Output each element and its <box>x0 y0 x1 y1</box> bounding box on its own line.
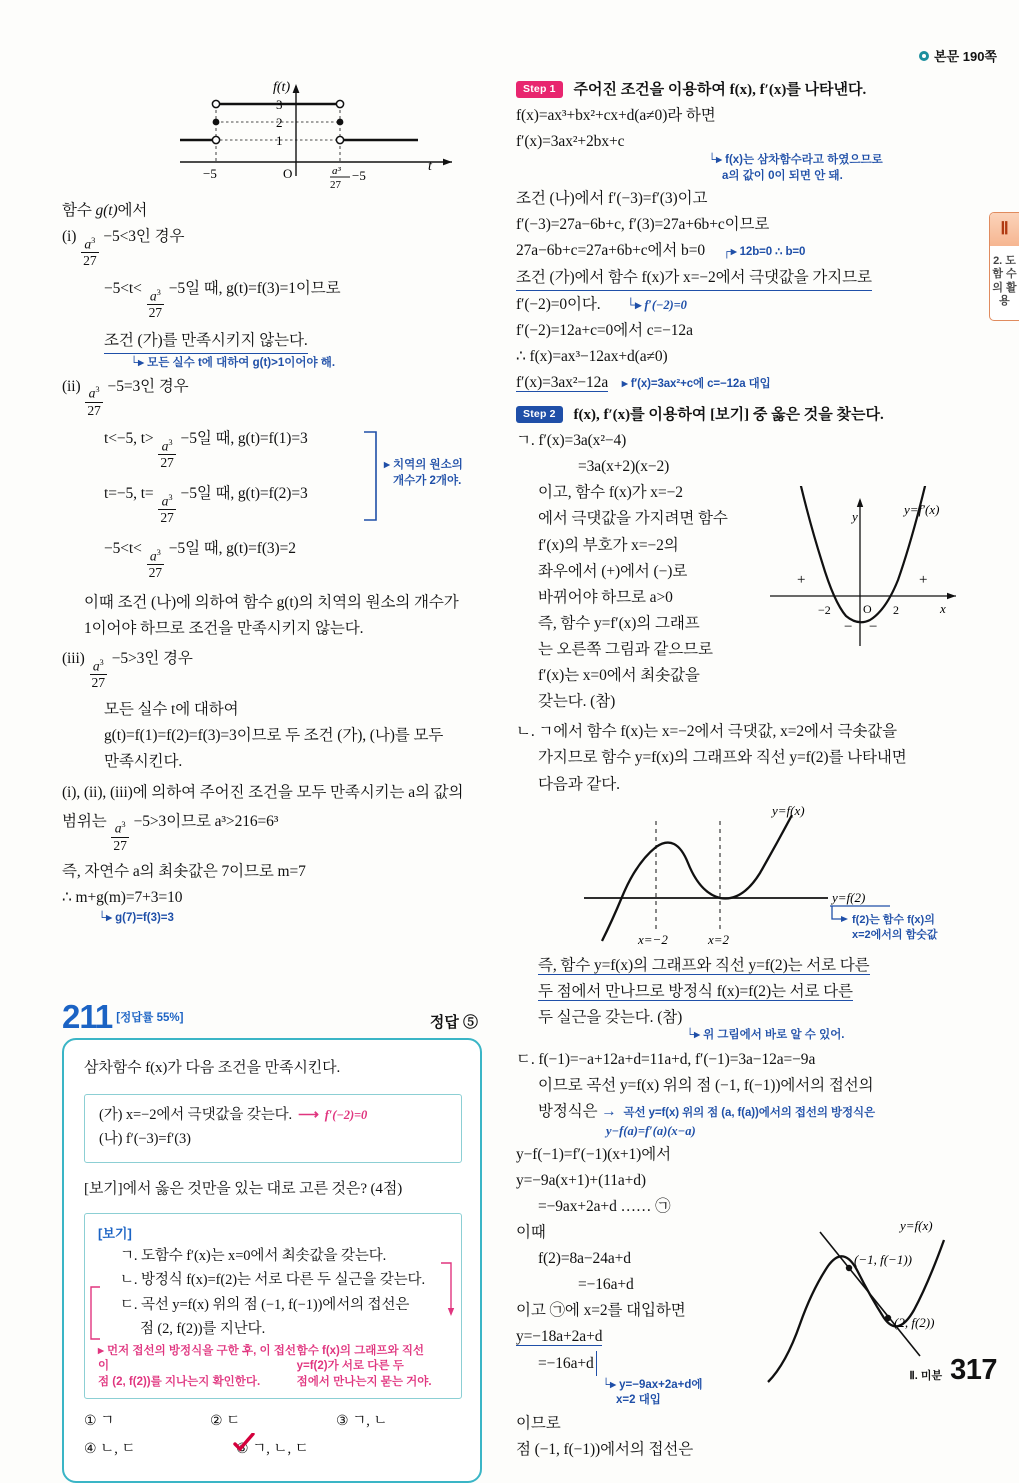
figure-cubic-with-line <box>560 801 956 951</box>
side-tab-label: 2. 도 함 수 의 활 용 <box>992 255 1017 308</box>
n-line1: ㄴ. ㄱ에서 함수 f(x)는 x=−2에서 극댓값, x=2에서 극솟값을 <box>516 723 898 741</box>
right-column <box>516 78 956 1463</box>
d-line9: =−16a+d <box>578 1276 634 1294</box>
n-line3: 다음과 같다. <box>538 775 620 793</box>
fig1-x-left: −5 <box>203 166 217 181</box>
choice-3[interactable] <box>336 1409 462 1430</box>
n-line6: 두 실근을 갖는다. (참) <box>538 1008 683 1026</box>
conditions-box <box>84 1094 462 1163</box>
fig2-curve-label: y=f′(x) <box>904 502 940 518</box>
bogi-notes <box>98 1344 449 1391</box>
d-line11: y=−18a+2a+d <box>516 1328 603 1346</box>
g-line2: =3a(x+2)(x−2) <box>578 458 670 476</box>
d-line4: y−f(−1)=f′(−1)(x+1)에서 <box>516 1145 671 1163</box>
choice-2-text: ㄷ <box>226 1413 241 1430</box>
left-case2-header: (ii) $\frac{a^3}{27}$ −5=3인 경우 <box>62 377 189 418</box>
fig1-tick-1: 1 <box>276 133 283 148</box>
fig1-x-right-den: 27 <box>330 179 341 188</box>
step2-line <box>516 403 956 424</box>
d-line12: =−16a+d <box>538 1351 597 1376</box>
header-reference-text: 본문 190쪽 <box>934 49 997 64</box>
footer-page-number: 317 <box>950 1354 997 1386</box>
fig1-origin: O <box>283 166 293 181</box>
left-conclusion-4: ∴ m+g(m)=7+3=10 <box>62 888 183 906</box>
choice-5-number: ⑤ <box>236 1442 249 1458</box>
fig2-sign-left: + <box>797 572 806 589</box>
fig3-note-line2: x=2에서의 함숫값 <box>852 928 938 941</box>
left-case2-block <box>62 426 482 581</box>
problem-number: 211 <box>62 998 113 1036</box>
left-conclusion-3: 즉, 자연수 a의 최솟값은 7이므로 m=7 <box>62 862 306 880</box>
choice-5[interactable] <box>236 1437 388 1458</box>
n-line2: 가지므로 함수 y=f(x)의 그래프와 직선 y=f(2)를 나타내면 <box>538 749 907 767</box>
fig2-x-axis: x <box>940 601 946 617</box>
choices-list <box>84 1409 462 1458</box>
choice-1-number: ① <box>84 1414 97 1430</box>
g-line6: 좌우에서 (+)에서 (−)로 <box>538 562 688 580</box>
chapter-side-tab <box>989 212 1019 321</box>
bogi-label: [보기] <box>98 1225 132 1241</box>
n-note: └▸ 위 그림에서 바로 알 수 있어. <box>686 1028 845 1041</box>
bogi-box <box>84 1213 462 1399</box>
d-note-2: └▸ y=−9ax+2a+d에 x=2 대입 <box>602 1378 703 1407</box>
s1-line10: f′(x)=3ax²−12a ▸ f′(x)=3ax²+c에 c=−12a 대입 <box>516 374 771 392</box>
d-line13: 이므로 <box>516 1414 561 1432</box>
d-line6: =−9ax+2a+d …… ㉠ <box>538 1197 671 1215</box>
bogi-item-4: 점 (2, f(2))를 지난다. <box>140 1321 266 1338</box>
choice-5-text: ㄱ, ㄴ, ㄷ <box>252 1441 309 1458</box>
g-line5: f′(x)의 부호가 x=−2의 <box>538 536 679 554</box>
problem-box <box>62 1038 482 1483</box>
fig3-line-label: y=f(2) <box>832 889 866 905</box>
d-line5: y=−9a(x+1)+(11a+d) <box>516 1171 646 1189</box>
left-bracket-icon <box>87 1284 103 1344</box>
left-case3-line3: 만족시킨다. <box>104 753 183 771</box>
fig4-point-1: (−1, f(−1)) <box>854 1252 912 1268</box>
s1-note-1: └▸ f(x)는 삼차함수라고 하였으므로 a의 값이 0이 되면 안 돼. <box>708 154 883 182</box>
left-case3-header: (iii) $\frac{a^3}{27}$ −5>3인 경우 <box>62 650 193 691</box>
fig4-point-2: (2, f(2)) <box>894 1315 935 1331</box>
left-conclusion-1: (i), (ii), (iii)에 의하여 주어진 조건을 모두 만족시키는 a의 값의 <box>62 783 464 801</box>
s1-line5: 27a−6b+c=27a+6b+c에서 b=0 ┌▸ 12b=0 ∴ b=0 <box>516 242 806 260</box>
s1-line9: ∴ f(x)=ax³−12ax+d(a≠0) <box>516 347 668 365</box>
n-line4: 즉, 함수 y=f(x)의 그래프와 직선 y=f(2)는 서로 다른 <box>538 956 870 974</box>
left-intro: 함수 g(t)에서 <box>62 202 148 219</box>
d-final-block <box>516 1220 956 1462</box>
bogi-note-left: ▸ 먼저 접선의 방정식을 구한 후, 이 접선이 점 (2, f(2))를 지나는지 확인한다. <box>98 1344 296 1388</box>
problem-header <box>62 998 482 1038</box>
fig2-tick-left: −2 <box>818 603 831 618</box>
figure-fprime-parabola <box>764 486 964 656</box>
fig2-y-axis: y <box>852 509 858 525</box>
left-case2-line2: t=−5, t= $\frac{a^3}{27}$ −5일 때, g(t)=f(2)=3 <box>104 485 308 526</box>
step1-line <box>516 78 956 99</box>
g-line10: f′(x)는 x=0에서 최솟값을 <box>538 667 700 685</box>
bogi-item-3: ㄷ. 곡선 y=f(x) 위의 점 (−1, f(−1))에서의 접선은 <box>120 1296 410 1313</box>
choice-4-text: ㄴ, ㄷ <box>100 1441 136 1458</box>
bogi-item-2: ㄴ. 방정식 f(x)=f(2)는 서로 다른 두 실근을 갖는다. <box>120 1272 425 1289</box>
problem-answer: 정답 ⑤ <box>429 1014 478 1032</box>
left-note-3: └▸ g(7)=f(3)=3 <box>98 911 174 924</box>
fig2-tick-right: 2 <box>893 603 899 618</box>
choice-3-text: ㄱ, ㄴ <box>352 1413 388 1430</box>
d-line7: 이때 <box>516 1224 546 1242</box>
s1-line1: f(x)=ax³+bx²+cx+d(a≠0)라 하면 <box>516 107 716 124</box>
footer-chapter: Ⅱ. 미분 <box>909 1370 943 1382</box>
fig3-note-line1: f(2)는 함수 f(x)의 <box>852 913 935 926</box>
d-line8: f(2)=8a−24a+d <box>538 1250 631 1268</box>
fig1-x-right-num: a³ <box>332 165 341 177</box>
check-mark-icon <box>232 1433 256 1453</box>
g-line4: 에서 극댓값을 가지려면 함수 <box>538 510 728 528</box>
step2-title: f(x), f′(x)를 이용하여 [보기] 중 옳은 것을 찾는다. <box>573 407 884 424</box>
choice-3-number: ③ <box>336 1414 349 1430</box>
fig1-x-right-tail: −5 <box>352 168 366 183</box>
side-tab-roman: Ⅱ <box>990 213 1019 246</box>
s1-note-4: ▸ f′(x)=3ax²+c에 c=−12a 대입 <box>621 378 771 391</box>
d-note-1b: y−f(a)=f′(a)(x−a) <box>606 1123 696 1138</box>
choice-4-number: ④ <box>84 1442 97 1458</box>
bogi-item-1: ㄱ. 도함수 f′(x)는 x=0에서 최솟값을 갖는다. <box>120 1247 387 1264</box>
g-line7: 바뀌어야 하므로 a>0 <box>538 588 673 606</box>
left-case3-line2: g(t)=f(1)=f(2)=f(3)=3이므로 두 조건 (가), (나)를 모두 <box>104 727 444 745</box>
figure-step-function <box>170 70 482 188</box>
bogi-note-right: 함수 f(x)의 그래프와 직선 y=f(2)가 서로 다른 두 점에서 만나는지 묻는 거야. <box>296 1344 432 1388</box>
n-line5: 두 점에서 만나므로 방정식 f(x)=f(2)는 서로 다른 <box>538 982 853 1000</box>
fig3-tick-left: x=−2 <box>638 931 668 947</box>
fig1-tick-3: 3 <box>276 97 283 112</box>
s1-line4: f′(−3)=27a−6b+c, f′(3)=27a+6b+c이므로 <box>516 216 770 234</box>
fig4-curve-label: y=f(x) <box>900 1218 933 1234</box>
d-line10: 이고 ㉠에 x=2를 대입하면 <box>516 1302 686 1320</box>
problem-block <box>62 998 482 1483</box>
fig2-sign-right: + <box>919 572 928 589</box>
choice-4[interactable] <box>84 1437 236 1458</box>
right-bracket-icon <box>439 1260 455 1320</box>
g-line3: 이고, 함수 f(x)가 x=−2 <box>538 484 683 502</box>
bullet-dot-icon <box>919 51 929 61</box>
g-line1: ㄱ. f′(x)=3a(x²−4) <box>516 432 627 450</box>
s1-line3: 조건 (나)에서 f′(−3)=f′(3)이고 <box>516 190 708 208</box>
d-line1: ㄷ. f(−1)=−a+12a+d=11a+d, f′(−1)=3a−12a=−9a <box>516 1050 816 1068</box>
choice-1-text: ㄱ <box>100 1413 115 1430</box>
condition-a-note: f′(−2)=0 <box>324 1107 368 1122</box>
choices-row-1 <box>84 1409 462 1430</box>
arrow-right-icon: ⟶ <box>298 1106 319 1123</box>
left-case3-line1: 모든 실수 t에 대하여 <box>104 701 239 719</box>
left-case2-line1: t<−5, t> $\frac{a^3}{27}$ −5일 때, g(t)=f(1)=3 <box>104 430 308 471</box>
g-line11: 갖는다. (참) <box>538 693 616 711</box>
s1-line8: f′(−2)=12a+c=0에서 c=−12a <box>516 321 693 339</box>
choice-2-number: ② <box>210 1414 223 1430</box>
g-line9: 는 오른쪽 그림과 같으므로 <box>538 641 713 658</box>
choice-1[interactable] <box>84 1409 210 1430</box>
left-case1-conclusion: 조건 (가)를 만족시키지 않는다. <box>104 328 308 354</box>
fig1-x-label: t <box>428 159 432 174</box>
condition-a: (가) x=−2에서 극댓값을 갖는다. ⟶ f′(−2)=0 <box>99 1104 449 1127</box>
fig2-sign-mid1: − <box>844 619 853 636</box>
step2-badge: Step 2 <box>516 406 563 423</box>
s1-note-2: ┌▸ 12b=0 ∴ b=0 <box>722 246 806 259</box>
left-note-2: ▸ 치역의 원소의 개수가 2개야. <box>384 459 463 487</box>
d-line3: 방정식은 → 곡선 y=f(x) 위의 점 (a, f(a))에서의 접선의 방정식은 <box>538 1102 875 1120</box>
frac-a3-27: $\frac{a^3}{27}$ <box>83 234 97 269</box>
s1-note-3: └▸ f′(−2)=0 <box>626 297 687 312</box>
left-case2-concl-1: 이때 조건 (나)에 의하여 함수 g(t)의 치역의 원소의 개수가 <box>84 594 459 612</box>
left-case1-line: −5<t< $\frac{a^3}{27}$ −5일 때, g(t)=f(3)=1이므로 <box>104 280 341 320</box>
fig3-curve-label: y=f(x) <box>772 802 805 818</box>
left-case2-line3: −5<t< $\frac{a^3}{27}$ −5일 때, g(t)=f(3)=2 <box>104 540 296 581</box>
fig3-tick-right: x=2 <box>708 931 730 947</box>
page-footer <box>909 1354 997 1387</box>
s1-line2: f′(x)=3ax²+2bx+c <box>516 133 625 151</box>
fig2-origin: O <box>863 602 872 617</box>
problem-correct-rate: [정답률 55%] <box>116 1012 184 1025</box>
fig2-sign-mid2: − <box>869 619 878 636</box>
choices-row-2 <box>84 1437 462 1458</box>
problem-stem: 삼차함수 f(x)가 다음 조건을 만족시킨다. <box>84 1060 341 1077</box>
left-note-1: └▸ 모든 실수 t에 대하여 g(t)>1이어야 해. <box>130 357 336 369</box>
left-column <box>62 70 482 1483</box>
left-case1-header: (i) $\frac{a^3}{27}$ −5<3인 경우 <box>62 228 185 269</box>
fig1-tick-2: 2 <box>276 115 283 130</box>
item-g-block <box>516 428 956 714</box>
left-case2-concl-2: 1이어야 하므로 조건을 만족시키지 않는다. <box>84 620 364 638</box>
step1-title: 주어진 조건을 이용하여 f(x), f′(x)를 나타낸다. <box>573 82 867 98</box>
s1-line7: f′(−2)=0이다. └▸ f′(−2)=0 <box>516 295 687 313</box>
g-line8: 즉, 함수 y=f′(x)의 그래프 <box>538 614 700 632</box>
step1-badge: Step 1 <box>516 81 563 98</box>
condition-b: (나) f′(−3)=f′(3) <box>99 1131 191 1148</box>
header-reference <box>919 46 997 65</box>
left-conclusion-2: 범위는 $\frac{a^3}{27}$ −5>3이므로 a³>216=6³ <box>62 812 279 853</box>
fig1-y-label: f(t) <box>273 80 291 95</box>
choice-2[interactable] <box>210 1409 336 1430</box>
d-line14: 점 (−1, f(−1))에서의 접선은 <box>516 1440 694 1458</box>
s1-line6: 조건 (가)에서 함수 f(x)가 x=−2에서 극댓값을 가지므로 <box>516 265 872 291</box>
problem-question: [보기]에서 옳은 것만을 있는 대로 고른 것은? (4점) <box>84 1180 403 1197</box>
d-note-1a: 곡선 y=f(x) 위의 점 (a, f(a))에서의 접선의 방정식은 <box>623 1106 875 1119</box>
d-line2: 이므로 곡선 y=f(x) 위의 점 (−1, f(−1))에서의 접선의 <box>538 1076 874 1094</box>
